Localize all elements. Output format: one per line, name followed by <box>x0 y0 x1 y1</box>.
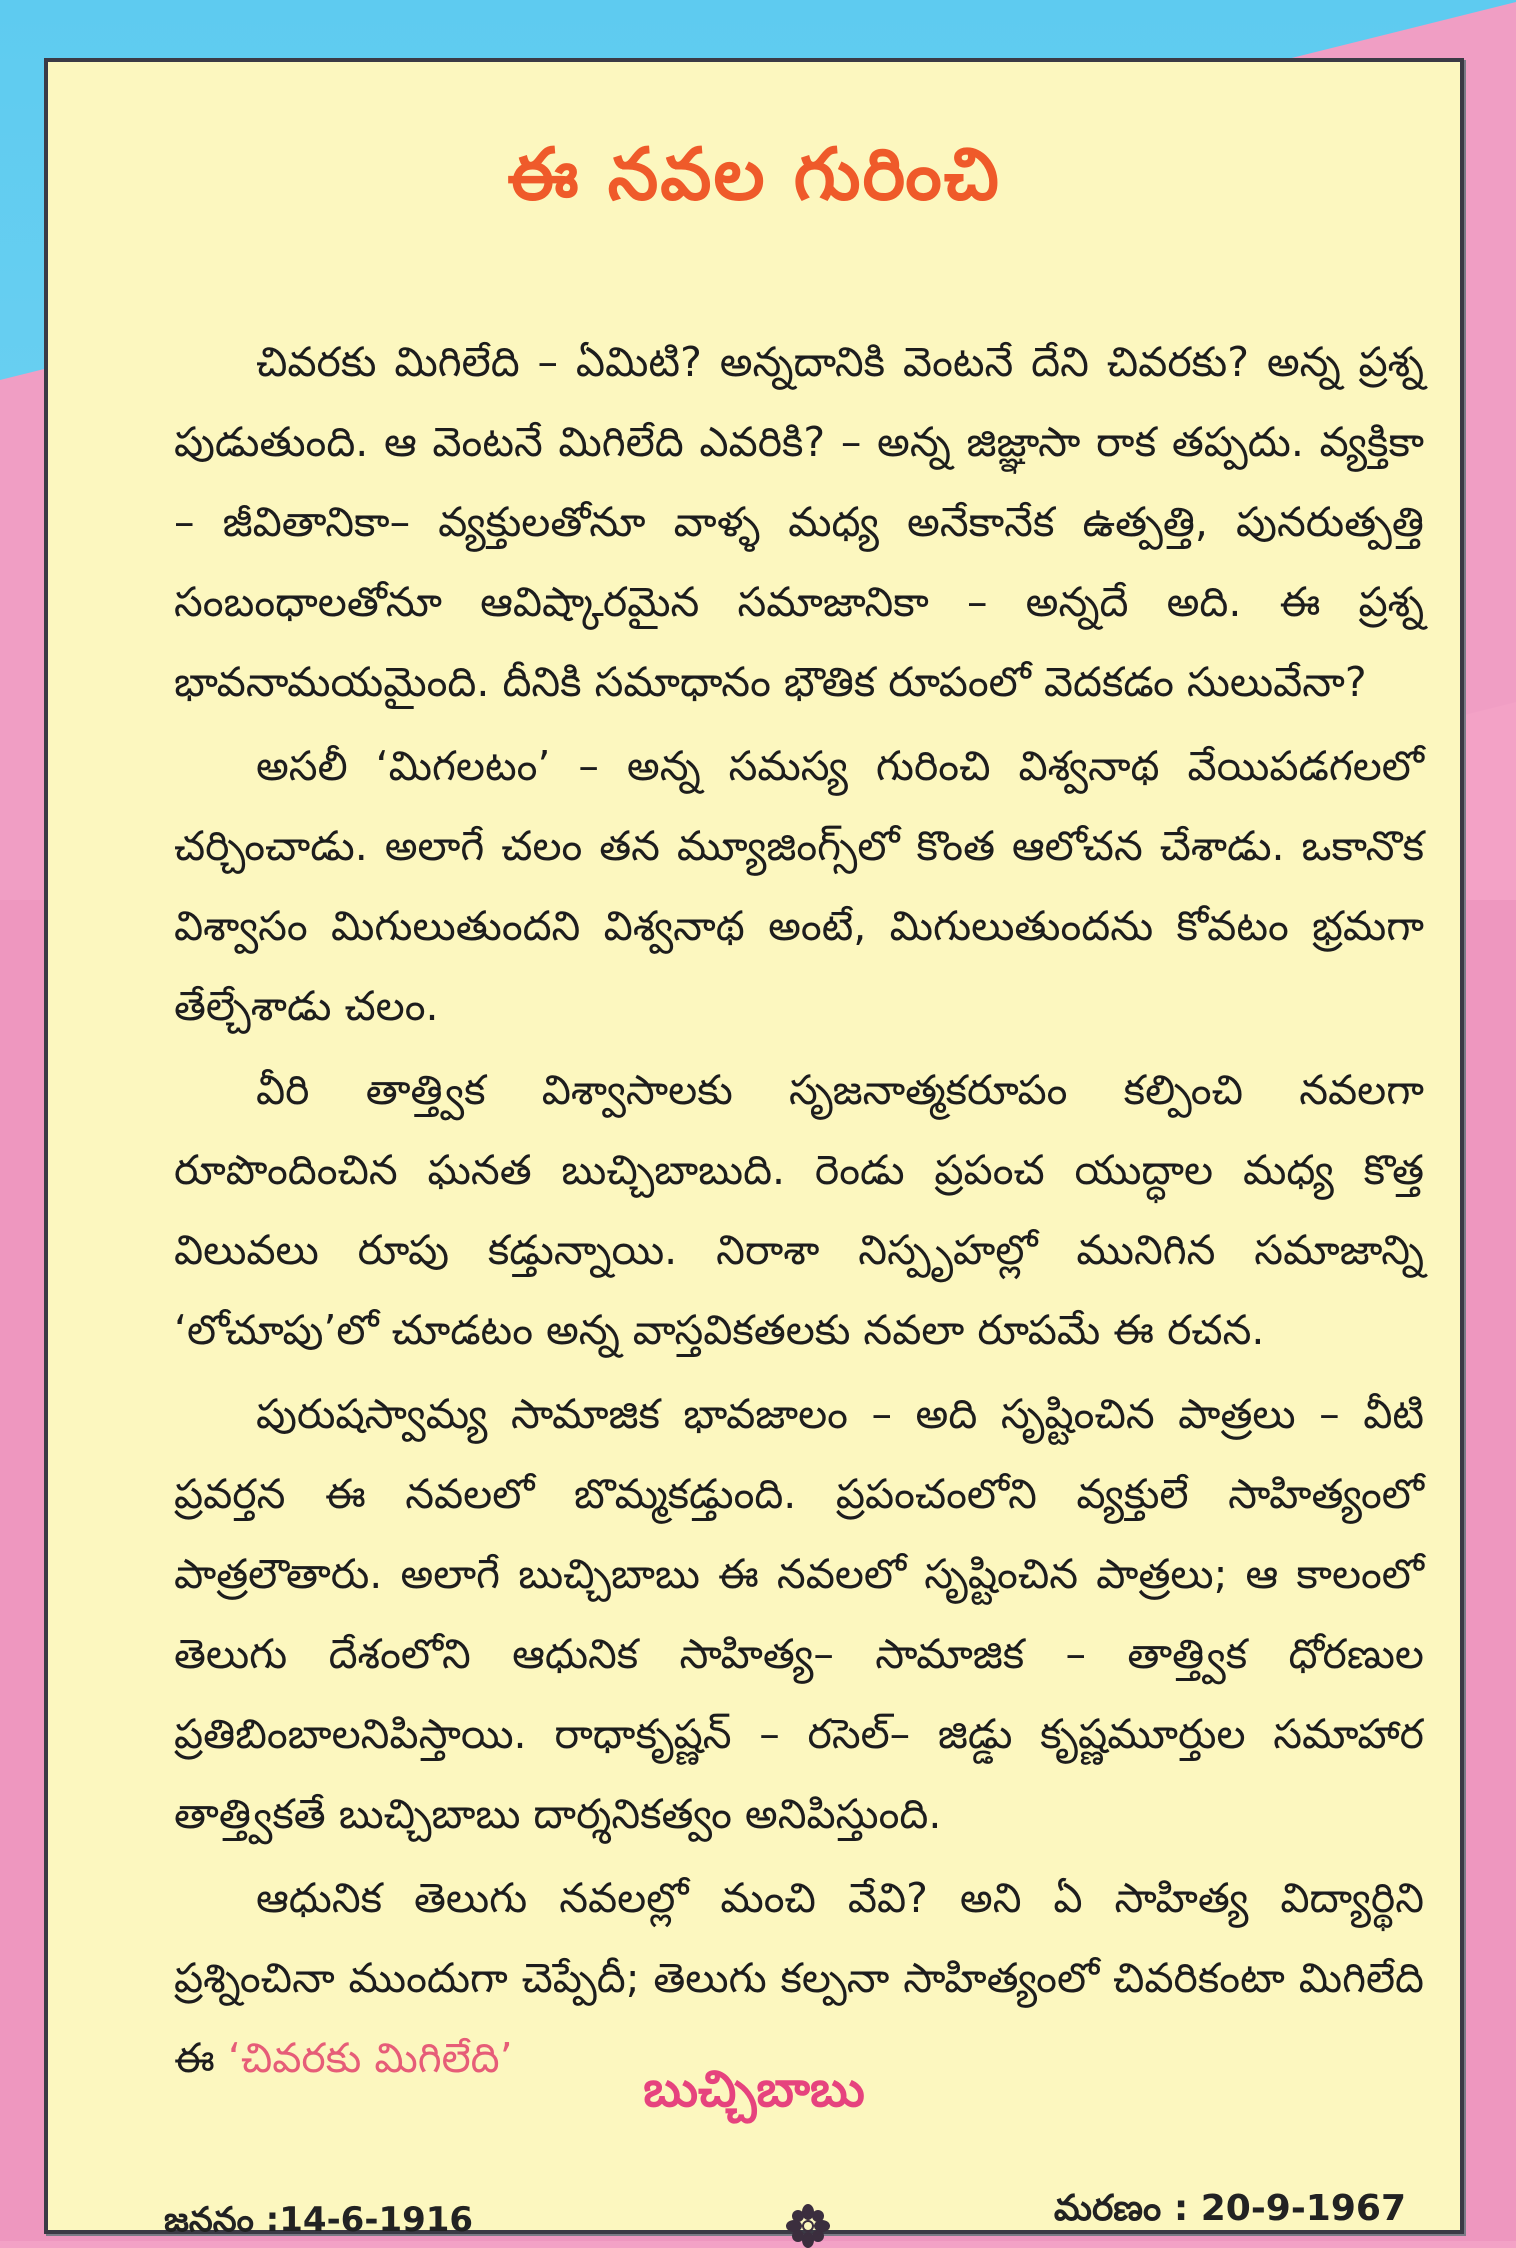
birth-date: జననం :14-6-1916 <box>164 2200 474 2240</box>
death-date: మరణం : 20-9-1967 <box>1053 2188 1406 2229</box>
paragraph-2: అసలీ ‘మిగలటం’ – అన్న సమస్య గురించి విశ్వనాథ వేయిపడగలలో చర్చించాడు. అలాగే చలం తన మ్యూజింగ్స్‌లో కొంత ఆలోచన చేశాడు. ఒకానొక విశ్వాసం మిగులుతుందని విశ్వనాథ అంటే, మిగులుతుందను కోవటం భ్రమగా తేల్చేశాడు చలం. <box>174 742 1424 1030</box>
novel-title-highlight: ‘చివరకు మిగిలేది’ <box>227 2034 513 2082</box>
body-text <box>174 322 1424 2102</box>
flower-icon <box>786 2204 830 2248</box>
paragraph-5-text: ఆధునిక తెలుగు నవలల్లో మంచి వేవి? అని ఏ సాహిత్య విద్యార్థిని ప్రశ్నించినా ముందుగా చెప్పేదీ; తెలుగు కల్పనా సాహిత్యంలో చివరికంటా మిగిలేది ఈ <box>174 1874 1424 2082</box>
text-panel <box>44 58 1464 2240</box>
paragraph-1: చివరకు మిగిలేది – ఏమిటి? అన్నదానికి వెంటనే దేని చివరకు? అన్న ప్రశ్న పుడుతుంది. ఆ వెంటనే మిగిలేది ఎవరికి? – అన్న జిజ్ఞాసా రాక తప్పదు. వ్యక్తికా – జీవితానికా– వ్యక్తులతోనూ వాళ్ళ మధ్య అనేకానేక ఉత్పత్తి, పునరుత్పత్తి సంబంధాలతోనూ ఆవిష్కారమైన సమాజానికా – అన్నదే అది. ఈ ప్రశ్న భావనామయమైంది. దీనికి సమాధానం భౌతిక రూపంలో వెదకడం సులువేనా? <box>174 338 1424 706</box>
author-name: బుచ్చిబాబు <box>643 2060 865 2118</box>
page-title: ఈ నవల గురించి <box>507 132 1001 216</box>
paragraph-4: పురుషస్వామ్య సామాజిక భావజాలం – అది సృష్టించిన పాత్రలు – వీటి ప్రవర్తన ఈ నవలలో బొమ్మకడ్తుంది. ప్రపంచంలోని వ్యక్తులే సాహిత్యంలో పాత్రలౌతారు. అలాగే బుచ్చిబాబు ఈ నవలలో సృష్టించిన పాత్రలు; ఆ కాలంలో తెలుగు దేశంలోని ఆధునిక సాహిత్య– సామాజిక – తాత్త్విక ధోరణుల ప్రతిబింబాలనిపిస్తాయి. రాధాకృష్ణన్ – రసెల్– జిడ్డు కృష్ణమూర్తుల సమాహార తాత్త్వికతే బుచ్చిబాబు దార్శనికత్వం అనిపిస్తుంది. <box>174 1390 1424 1838</box>
paragraph-3: వీరి తాత్త్విక విశ్వాసాలకు సృజనాత్మకరూపం కల్పించి నవలగా రూపొందించిన ఘనత బుచ్చిబాబుది. రెండు ప్రపంచ యుద్ధాల మధ్య కొత్త విలువలు రూపు కడ్తున్నాయి. నిరాశా నిస్పృహల్లో మునిగిన సమాజాన్ని ‘లోచూపు’లో చూడటం అన్న వాస్తవికతలకు నవలా రూపమే ఈ రచన. <box>174 1066 1424 1354</box>
